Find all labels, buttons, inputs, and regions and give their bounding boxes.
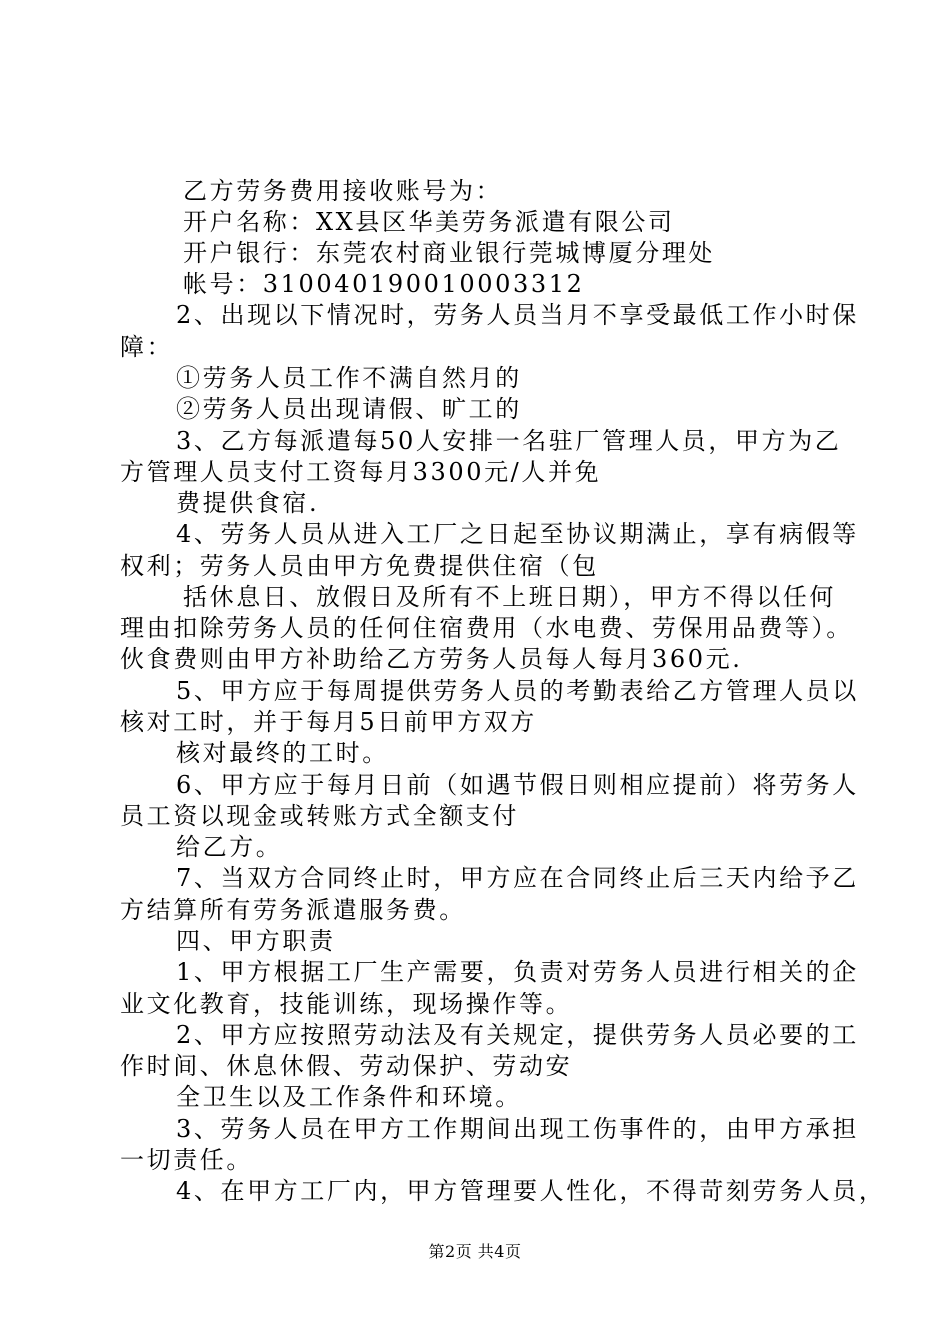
- text-line-item-3-end: 费提供食宿.: [176, 489, 320, 517]
- text-line-item-5-end: 核对最终的工时。: [176, 739, 389, 767]
- section-heading: 四、甲方职责: [176, 927, 336, 955]
- text-line-sub-item-2: ②劳务人员出现请假、旷工的: [176, 395, 522, 423]
- text-line-duty-3: 3、劳务人员在甲方工作期间出现工伤事件的，由甲方承担: [176, 1115, 859, 1143]
- text-line-item-4: 4、劳务人员从进入工厂之日起至协议期满止，享有病假等: [176, 520, 859, 548]
- text-line-item-6-cont: 员工资以现金或转账方式全额支付: [120, 802, 519, 830]
- page-footer: 第2页 共4页: [428, 1242, 522, 1261]
- text-line-item-4-cont3: 理由扣除劳务人员的任何住宿费用（水电费、劳保用品费等）。: [120, 614, 853, 642]
- text-line-account-heading: 乙方劳务费用接收账号为：: [183, 177, 503, 205]
- text-line-account-name: 开户名称：XX县区华美劳务派遣有限公司: [183, 208, 675, 236]
- text-line-duty-2: 2、甲方应按照劳动法及有关规定，提供劳务人员必要的工: [176, 1021, 859, 1049]
- text-line-bank: 开户银行：东莞农村商业银行莞城博厦分理处: [183, 239, 715, 267]
- text-line-duty-4: 4、在甲方工厂内，甲方管理要人性化，不得苛刻劳务人员，: [176, 1177, 886, 1205]
- text-line-duty-1-end: 业文化教育，技能训练，现场操作等。: [120, 990, 573, 1018]
- text-line-item-7-end: 方结算所有劳务派遣服务费。: [120, 896, 466, 924]
- text-line-item-3: 3、乙方每派遣每50人安排一名驻厂管理人员，甲方为乙: [176, 427, 842, 455]
- text-line-item-5-cont: 核对工时，并于每月5日前甲方双方: [120, 708, 537, 736]
- text-line-item-6: 6、甲方应于每月日前（如遇节假日则相应提前）将劳务人: [176, 771, 859, 799]
- text-line-sub-item-1: ①劳务人员工作不满自然月的: [176, 364, 522, 392]
- text-line-item-4-cont2: 括休息日、放假日及所有不上班日期），甲方不得以任何: [183, 583, 836, 611]
- text-line-duty-3-end: 一切责任。: [120, 1146, 253, 1174]
- text-line-duty-2-end: 全卫生以及工作条件和环境。: [176, 1083, 522, 1111]
- text-line-item-4-cont: 权利；劳务人员由甲方免费提供住宿（包: [120, 552, 599, 580]
- text-line-item-2-cont: 障：: [120, 333, 174, 361]
- text-line-account-number: 帐号：310040190010003312: [183, 270, 585, 298]
- text-line-item-3-cont: 方管理人员支付工资每月3300元/人并免: [120, 458, 602, 486]
- text-line-item-5: 5、甲方应于每周提供劳务人员的考勤表给乙方管理人员以: [176, 677, 859, 705]
- text-line-duty-1: 1、甲方根据工厂生产需要，负责对劳务人员进行相关的企: [176, 958, 859, 986]
- text-line-duty-2-cont: 作时间、休息休假、劳动保护、劳动安: [120, 1052, 573, 1080]
- text-line-item-7: 7、当双方合同终止时，甲方应在合同终止后三天内给予乙: [176, 864, 859, 892]
- text-line-item-6-end: 给乙方。: [176, 833, 283, 861]
- text-line-item-4-end: 伙食费则由甲方补助给乙方劳务人员每人每月360元.: [120, 645, 743, 673]
- text-line-item-2: 2、出现以下情况时，劳务人员当月不享受最低工作小时保: [176, 301, 859, 329]
